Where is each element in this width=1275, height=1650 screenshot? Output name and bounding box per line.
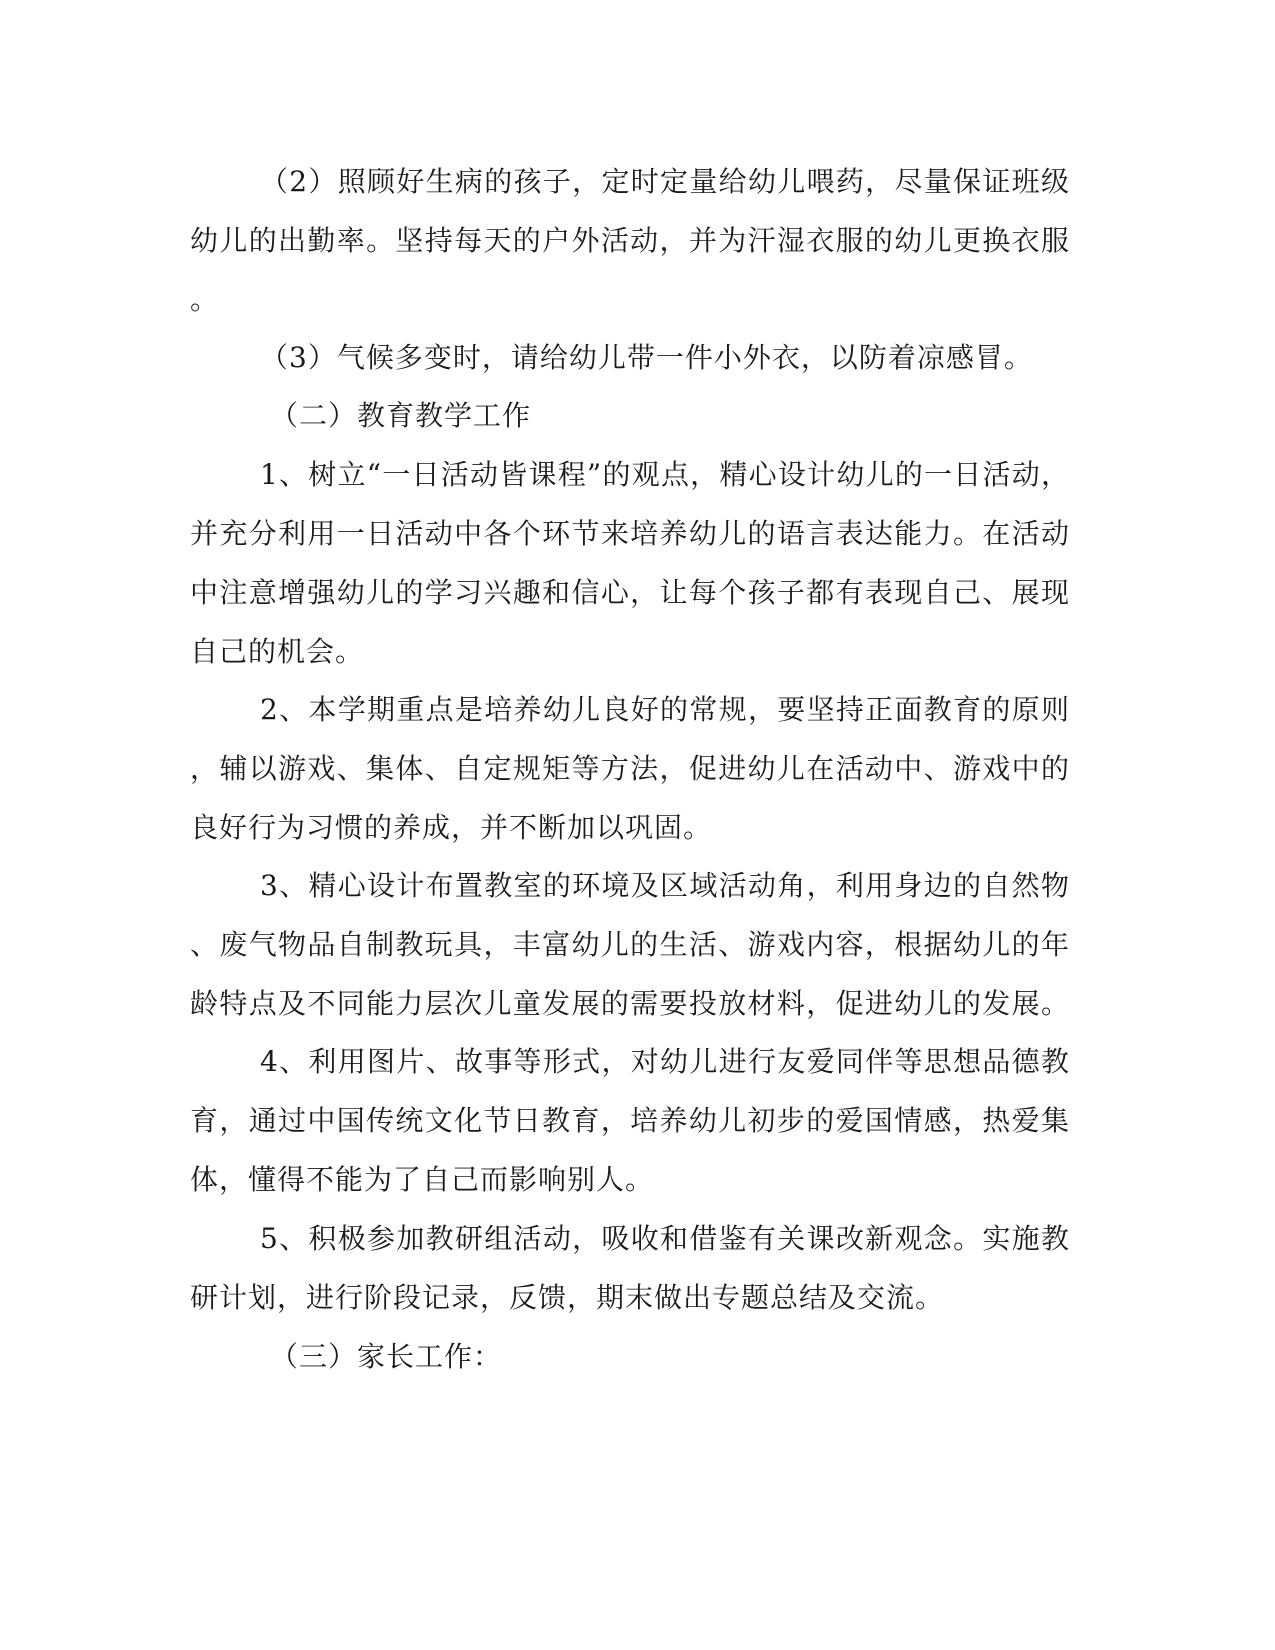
paragraph-line: 中注意增强幼儿的学习兴趣和信心，让每个孩子都有表现自己、展现 <box>190 576 1070 609</box>
paragraph-line: 自己的机会。 <box>190 635 365 668</box>
paragraph-line: 4、利用图片、故事等形式，对幼儿进行友爱同伴等思想品德教 <box>260 1045 1070 1078</box>
section-heading: （二）教育教学工作 <box>270 399 532 432</box>
paragraph-line: 5、积极参加教研组活动，吸收和借鉴有关课改新观念。实施教 <box>260 1222 1070 1255</box>
paragraph-line: 研计划，进行阶段记录，反馈，期末做出专题总结及交流。 <box>190 1281 945 1314</box>
paragraph-line: ，辅以游戏、集体、自定规矩等方法，促进幼儿在活动中、游戏中的 <box>190 752 1070 785</box>
paragraph-line: 。 <box>190 283 220 316</box>
paragraph-line: （2）照顾好生病的孩子，定时定量给幼儿喂药，尽量保证班级 <box>260 165 1070 198</box>
paragraph-line: 育，通过中国传统文化节日教育，培养幼儿初步的爱国情感，热爱集 <box>190 1104 1070 1137</box>
paragraph-line: 体，懂得不能为了自己而影响别人。 <box>190 1163 655 1196</box>
paragraph-line: 龄特点及不同能力层次儿童发展的需要投放材料，促进幼儿的发展。 <box>190 987 1070 1020</box>
section-heading: （三）家长工作： <box>270 1340 503 1373</box>
paragraph-line: 并充分利用一日活动中各个环节来培养幼儿的语言表达能力。在活动 <box>190 517 1070 550</box>
paragraph-line: 3、精心设计布置教室的环境及区域活动角，利用身边的自然物 <box>260 869 1070 902</box>
paragraph-line: （3）气候多变时，请给幼儿带一件小外衣，以防着凉感冒。 <box>260 341 1033 374</box>
paragraph-line: 良好行为习惯的养成，并不断加以巩固。 <box>190 811 713 844</box>
paragraph-line: 1、树立“一日活动皆课程”的观点，精心设计幼儿的一日活动， <box>260 458 1070 491</box>
paragraph-line: 2、本学期重点是培养幼儿良好的常规，要坚持正面教育的原则 <box>260 693 1070 726</box>
paragraph-line: 幼儿的出勤率。坚持每天的户外活动，并为汗湿衣服的幼儿更换衣服 <box>190 224 1070 257</box>
paragraph-line: 、废气物品自制教玩具，丰富幼儿的生活、游戏内容，根据幼儿的年 <box>190 928 1070 961</box>
